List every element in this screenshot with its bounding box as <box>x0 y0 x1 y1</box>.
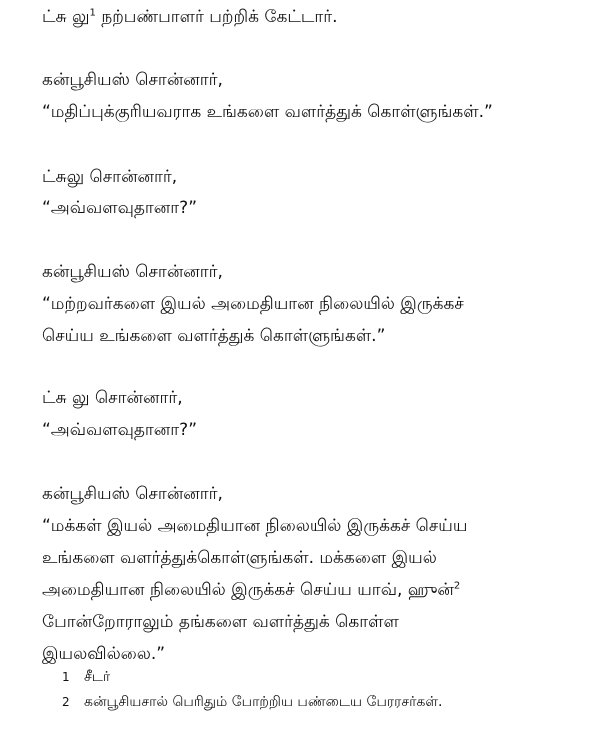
footnote <box>62 693 442 711</box>
text-line: “அவ்வளவுதானா?” <box>42 420 198 440</box>
text-line: கன்பூசியஸ் சொன்னார், <box>42 70 223 90</box>
speaker-name: ட்சு லு <box>42 7 90 27</box>
text-line: ட்சுலு சொன்னார், <box>42 167 178 187</box>
footnote <box>62 668 110 686</box>
text-line: கன்பூசியஸ் சொன்னார், <box>42 262 223 282</box>
text-line: கன்பூசியஸ் சொன்னார், <box>42 484 223 504</box>
text-line <box>42 6 338 28</box>
text-line: “அவ்வளவுதானா?” <box>42 198 198 218</box>
footnote-text: சீடர் <box>84 669 111 685</box>
text-line: ட்சு லு சொன்னார், <box>42 388 183 408</box>
footnote-ref: 1 <box>89 7 96 19</box>
footnote-number: 1 <box>62 670 70 684</box>
text-line: செய்ய உங்களை வளர்த்துக் கொள்ளுங்கள்.” <box>42 326 386 346</box>
text-line <box>42 579 460 601</box>
text-line: இயலவில்லை.” <box>42 644 166 664</box>
text-line: “மக்கள் இயல் அமைதியான நிலையில் இருக்கச் செய்ய <box>42 516 468 536</box>
text-span: அமைதியான நிலையில் இருக்கச் செய்ய யாவ், ஹுன் <box>42 580 454 600</box>
footnote-text: கன்பூசியசால் பெரிதும் போற்றிய பண்டைய பேரரசர்கள். <box>84 694 443 710</box>
footnote-ref: 2 <box>453 580 461 592</box>
text-line: “மதிப்புக்குரியவராக உங்களை வளர்த்துக் கொள்ளுங்கள்.” <box>42 102 493 122</box>
text-line: உங்களை வளர்த்துக்கொள்ளுங்கள். மக்களை இயல் <box>42 548 437 568</box>
text-line: “மற்றவர்களை இயல் அமைதியான நிலையில் இருக்கச் <box>42 294 464 314</box>
text-line: போன்றோராலும் தங்களை வளர்த்துக் கொள்ள <box>42 612 399 632</box>
footnote-number: 2 <box>62 695 70 709</box>
question-text: நற்பண்பாளர் பற்றிக் கேட்டார். <box>101 7 338 27</box>
